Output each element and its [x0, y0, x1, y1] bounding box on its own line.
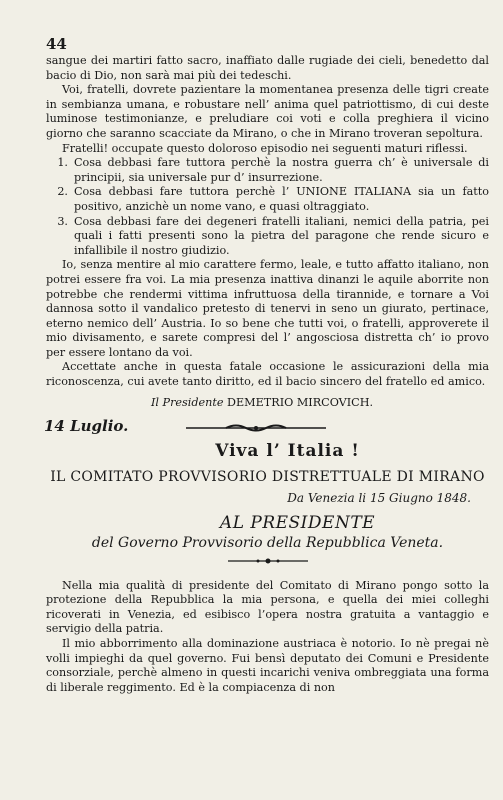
- list-text: Cosa debbasi fare dei degeneri fratelli italiani, nemici della patria, pei quali i fatti presenti sono la pietra del paragone che rende sicuro e infallibile il nostro giudizio.: [74, 214, 489, 257]
- paragraph: Il mio abborrimento alla dominazione austriaca è notorio. Io nè pregai nè volli impieghi da quel governo. Fui bensì deputato dei Comuni e Presidente consorziale, perchè almeno in questi incarichi veniva ombreggiata una forma di liberale reggimento. Ed è la compiacenza di non: [46, 637, 489, 694]
- list-text: Cosa debbasi fare tuttora perchè la nostra guerra ch’ è universale di principii, sia universale pur d’ insurrezione.: [74, 156, 489, 184]
- addressee: AL PRESIDENTE: [219, 512, 376, 533]
- ornament-divider-icon: [228, 557, 308, 565]
- signature-name: DEMETRIO MIRCOVICH.: [227, 395, 374, 409]
- paragraph: Voi, fratelli, dovrete pazientare la momentanea presenza delle tigri create in sembianza umana, e robustare nell’ anima quel patriottismo, di cui deste luminose testimonianze, e preludiare coi voti e colla preghiera il vicino giorno che saranno scacciate da Mirano, o che in Mirano troveran sepoltura.: [46, 83, 489, 140]
- list-number: 3.: [57, 214, 68, 228]
- list-text: Cosa debbasi fare tuttora perchè l’ UNIONE ITALIANA sia un fatto positivo, anzichè un nome vano, e quasi oltraggiato.: [74, 185, 489, 213]
- ornament-divider-icon: [186, 423, 326, 433]
- signature-role: Il Presidente: [151, 395, 224, 409]
- date-label: 14 Luglio.: [44, 416, 129, 435]
- paragraph: Io, senza mentire al mio carattere fermo, leale, e tutto affatto italiano, non potrei essere fra voi. La mia presenza inattiva dinanzi le aquile aborrite non potrebbe che rendermi vittima infruttuosa della tirannide, e tornare a Voi dannosa sotto il vandalico pretesto di tenervi in seno un giurato, pertinace, eterno nemico dell’ Austria. Io so bene che tutti voi, o fratelli, approverete il mio divisamento, e sarete compresi del l’ angosciosa distretta ch’ io provo per essere lontano da voi.: [46, 258, 489, 359]
- list-item: [46, 215, 489, 259]
- page-number: 44: [46, 35, 67, 53]
- list-item: [46, 156, 489, 185]
- paragraph: Accettate anche in questa fatale occasione le assicurazioni della mia riconoscenza, cui avete tanto diritto, ed il bacio sincero del fratello ed amico.: [46, 360, 489, 389]
- paragraph: Fratelli! occupate questo doloroso episodio nei seguenti maturi riflessi.: [62, 141, 468, 155]
- list-number: 2.: [57, 185, 68, 199]
- place-date: Da Venezia li 15 Giugno 1848.: [287, 490, 471, 505]
- headline: Viva l’ Italia !: [215, 440, 360, 461]
- list-number: 1.: [57, 156, 68, 170]
- signature: [46, 395, 489, 411]
- paragraph: Nella mia qualità di presidente del Comitato di Mirano pongo sotto la protezione della Repubblica la mia persona, e quella dei miei colleghi ricoverati in Venezia, ed esibisco l’opera nostra gratuita a vantaggio e servigio della patria.: [46, 578, 489, 636]
- list-item: [46, 185, 489, 214]
- paragraph: sangue dei martiri fatto sacro, inaffiato dalle rugiade dei cieli, benedetto dal bacio di Dio, non sarà mai più dei tedeschi.: [46, 54, 489, 82]
- date-row: [46, 417, 489, 441]
- addressee-subtitle: del Governo Provvisorio della Repubblica Veneta.: [91, 534, 444, 551]
- committee-title: IL COMITATO PROVVISORIO DISTRETTUALE DI MIRANO: [50, 468, 485, 485]
